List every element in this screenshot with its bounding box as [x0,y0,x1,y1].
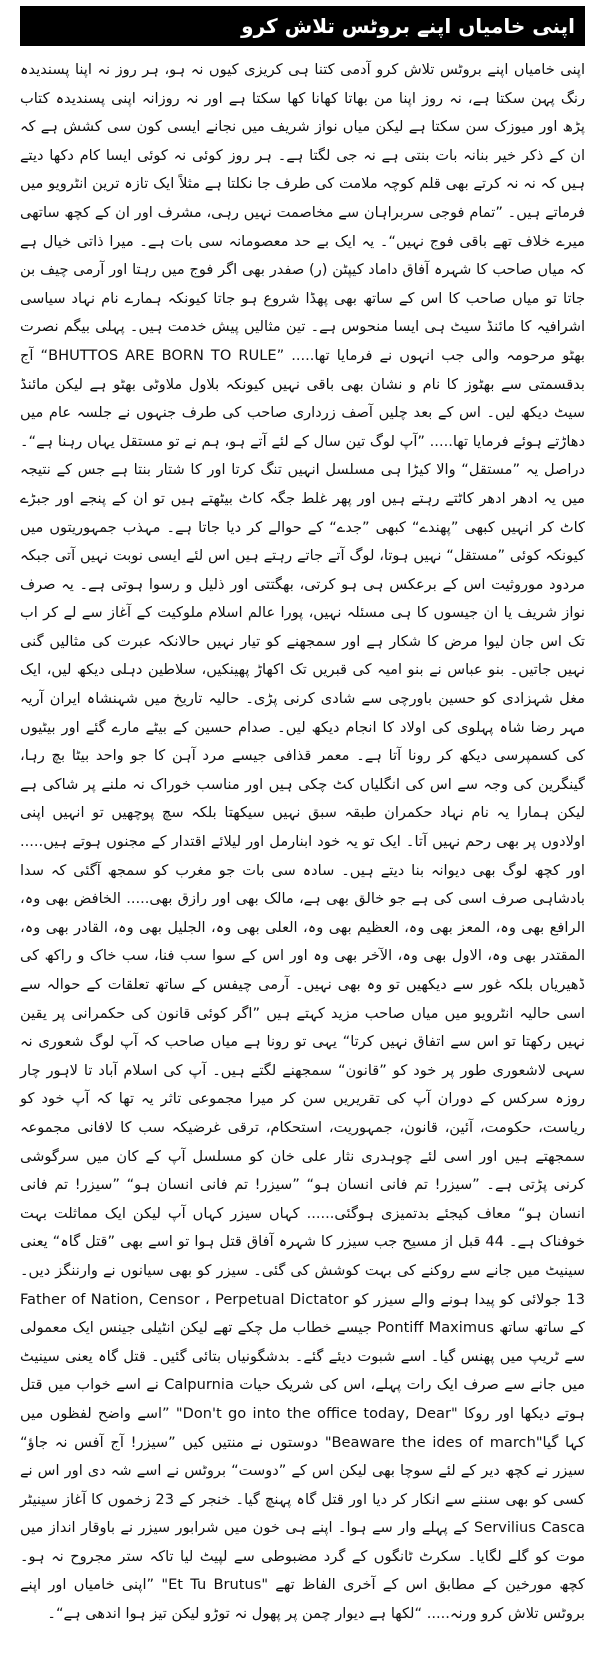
article-body [20,56,585,1629]
article-title: اپنی خامیاں اپنے بروٹس تلاش کرو [20,6,585,46]
article-paragraph: اپنی خامیاں اپنے بروٹس تلاش کرو آدمی کتنا ہی کریزی کیوں نہ ہو، ہر روز نہ اپنا پسندیدہ رنگ پہن سکتا ہے، نہ روز اپنا من بھاتا کھانا کھا سکتا ہے اور نہ روزانہ اپنی پسندیدہ کتاب پڑھ اور میوزک سن سکتا ہے لیکن میاں نواز شریف میں نجانے ایسی کون سی کشش ہے کہ ان کے ذکر خیر بنانہ بات بنتی ہے نہ جی لگتا ہے۔ ہر روز کوئی نہ کوئی ایسا کام دکھا دیتے ہیں کہ نہ نہ کرتے بھی قلم کوچہ ملامت کی طرف جا نکلتا ہے مثلاً ایک تازہ ترین انٹرویو میں فرماتے ہیں۔ ”تمام فوجی سربراہان سے مخاصمت نہیں رہی، مشرف اور ان کے کچھ ساتھی میرے خلاف تھے باقی فوج نہیں“۔ یہ ایک بے حد معصومانہ سی بات ہے۔ میرا ذاتی خیال ہے کہ میاں صاحب کا شہرہ آفاق داماد کیپٹن (ر) صفدر بھی اگر فوج میں رہتا اور آرمی چیف بن جاتا تو میاں صاحب کا اس کے ساتھ بھی پھڈا شروع ہو جاتا کیونکہ ہمارے نام نہاد سیاسی اشرافیہ کا مائنڈ سیٹ ہی ایسا منحوس ہے۔ تین مثالیں پیش خدمت ہیں۔ پہلی بیگم نصرت بھٹو مرحومہ والی جب انہوں نے فرمایا تھا..... ”BHUTTOS ARE BORN TO RULE“ آج بدقسمتی سے بھٹوز کا نام و نشان بھی باقی نہیں کیونکہ بلاول ملاوٹی بھٹو ہے لیکن مائنڈ سیٹ دیکھ لیں۔ اس کے بعد چلیں آصف زرداری صاحب کی طرف جنہوں نے جلسہ عام میں دھاڑتے ہوئے فرمایا تھا..... ”آپ لوگ تین سال کے لئے آتے ہو، ہم نے تو مستقل یہاں رہنا ہے“۔ دراصل یہ ”مستقل“ والا کیڑا ہی مسلسل انہیں تنگ کرتا اور کا شتار بنتا ہے جس کے نتیجہ میں یہ ادھر ادھر کاٹتے رہتے ہیں اور پھر غلط جگہ کاٹ بیٹھتے ہیں تو ان کے پنجے اور جبڑے کاٹ کر انہیں کبھی ”پھندے“ کبھی ”جدے“ کے حوالے کر دیا جاتا ہے۔ مہذب جمہوریتوں میں کیونکہ کوئی ”مستقل“ نہیں ہوتا، لوگ آتے جاتے رہتے ہیں اس لئے ایسی نوبت نہیں آتی جبکہ مردود موروثیت اس کے برعکس ہی ہو کرتی، بھگتتی اور ذلیل و رسوا ہوتی ہے۔ یہ صرف نواز شریف یا ان جیسوں کا ہی مسئلہ نہیں، پورا عالم اسلام ملوکیت کے آغاز سے لے کر اب تک اس جان لیوا مرض کا شکار ہے اور سمجھنے کو تیار نہیں حالانکہ عبرت کی مثالیں گنی نہیں جاتیں۔ بنو عباس نے بنو امیہ کی قبریں تک اکھاڑ پھینکیں، سلاطین دہلی دیکھ لیں، ایک مغل شہزادی کو حسین باورچی سے شادی کرنی پڑی۔ حالیہ تاریخ میں شہنشاہ ایران آریہ مہر رضا شاہ پہلوی کی اولاد کا انجام دیکھ لیں۔ صدام حسین کے بیٹے مارے گئے اور بیٹیوں کی کسمپرسی دیکھ کر رونا آتا ہے۔ معمر قذافی جیسے مرد آہن کا جو واحد بیٹا بچ رہا، گینگرین کی وجہ سے اس کی انگلیاں کٹ چکی ہیں اور مناسب خوراک نہ ملنے پر شاکی ہے لیکن ہمارا یہ نام نہاد حکمران طبقہ سبق نہیں سیکھتا بلکہ سچ پوچھیں تو انہیں اپنی اولادوں پر بھی رحم نہیں آتا۔ ایک تو یہ خود ابنارمل اور لیلائے اقتدار کے مجنوں ہوتے ہیں..... اور کچھ لوگ بھی دیوانہ بنا دیتے ہیں۔ سادہ سی بات جو مغرب کو سمجھ آگئی کہ سدا بادشاہی صرف اسی کی ہے جو خالق بھی ہے، مالک بھی اور رازق بھی..... الخافض بھی وہ، الرافع بھی وہ، المعز بھی وہ، العظیم بھی وہ، العلی بھی وہ، الجلیل بھی وہ، القادر بھی وہ، المقتدر بھی وہ، الاول بھی وہ، الآخر بھی وہ اور اس کے سوا سب فنا، سب خاک و راکھ کی ڈھیریاں بلکہ غور سے دیکھیں تو وہ بھی نہیں۔ آرمی چیفس کے ساتھ تعلقات کے حوالہ سے اسی حالیہ انٹرویو میں میاں صاحب مزید کہتے ہیں ”اگر کوئی قانون کی حکمرانی پر یقین نہیں رکھتا تو اس سے اتفاق نہیں کرتا“ یہی تو رونا ہے میاں صاحب کہ آپ لوگ شعوری نہ سہی لاشعوری طور پر خود کو ”قانون“ سمجھنے لگتے ہیں۔ آپ کی اسلام آباد تا لاہور چار روزہ سرکس کے دوران آپ کی تقریریں سن کر میرا مجموعی تاثر یہ تھا کہ آپ خود کو ریاست، حکومت، آئین، قانون، جمہوریت، استحکام، ترقی غرضیکہ سب کا لافانی مجموعہ سمجھتے ہیں اور اسی لئے چوہدری نثار علی خان کو مسلسل آپ کے کان میں سرگوشی کرنی پڑتی ہے۔ ”سیزر! تم فانی انسان ہو“ ”سیزر! تم فانی انسان ہو“ ”سیزر! تم فانی انسان ہو“ معاف کیجئے بدتمیزی ہوگئی...... کہاں سیزر کہاں آپ لیکن ایک مماثلت بہت خوفناک ہے۔ 44 قبل از مسیح جب سیزر کا شہرہ آفاق قتل ہوا تو اسے بھی ”قتل گاہ“ یعنی سینیٹ میں جانے سے روکنے کی بہت کوشش کی گئی۔ سیزر کو بھی سیانوں نے وارننگز دیں۔ 13 جولائی کو پیدا ہونے والے سیزر کو Father of Nation, Censor ، Perpetual Dictator کے ساتھ ساتھ Pontiff Maximus جیسے خطاب مل چکے تھے لیکن انٹیلی جینس ایک معمولی سے ٹریپ میں پھنس گیا۔ اسے شبوت دیئے گئے۔ بدشگونیاں بتائی گئیں۔ قتل گاہ یعنی سینیٹ میں جانے سے صرف ایک رات پہلے، اس کی شریک حیات Calpurnia نے اسے خواب میں قتل ہوتے دیکھا اور روکا "Don't go into the office today, Dear" ”اسے واضح لفظوں میں کہا گیا"Beaware the ides of march" دوستوں نے منتیں کیں ”سیزر! آج آفس نہ جاؤ“ سیزر نے کچھ دیر کے لئے سوچا بھی لیکن اس کے ”دوست“ بروٹس نے اسے شہ دی اور اس نے کسی کو بھی سننے سے انکار کر دیا اور قتل گاہ پہنچ گیا۔ خنجر کے 23 زخموں کا آغاز سینیٹر Servilius Casca کے پہلے وار سے ہوا۔ اپنے ہی خون میں شرابور سیزر نے باوقار انداز میں موت کو گلے لگایا۔ سکرٹ ٹانگوں کے گرد مضبوطی سے لپیٹ لیا تاکہ ستر مجروح نہ ہو۔ کچھ مورخین کے مطابق اس کے آخری الفاظ تھے "Et Tu Brutus" ”اپنی خامیاں اور اپنے بروٹس تلاش کرو ورنہ..... “لکھا ہے دیوار چمن پر پھول نہ توڑو لیکن تیز ہوا اندھی ہے“۔ [20,61,585,1623]
